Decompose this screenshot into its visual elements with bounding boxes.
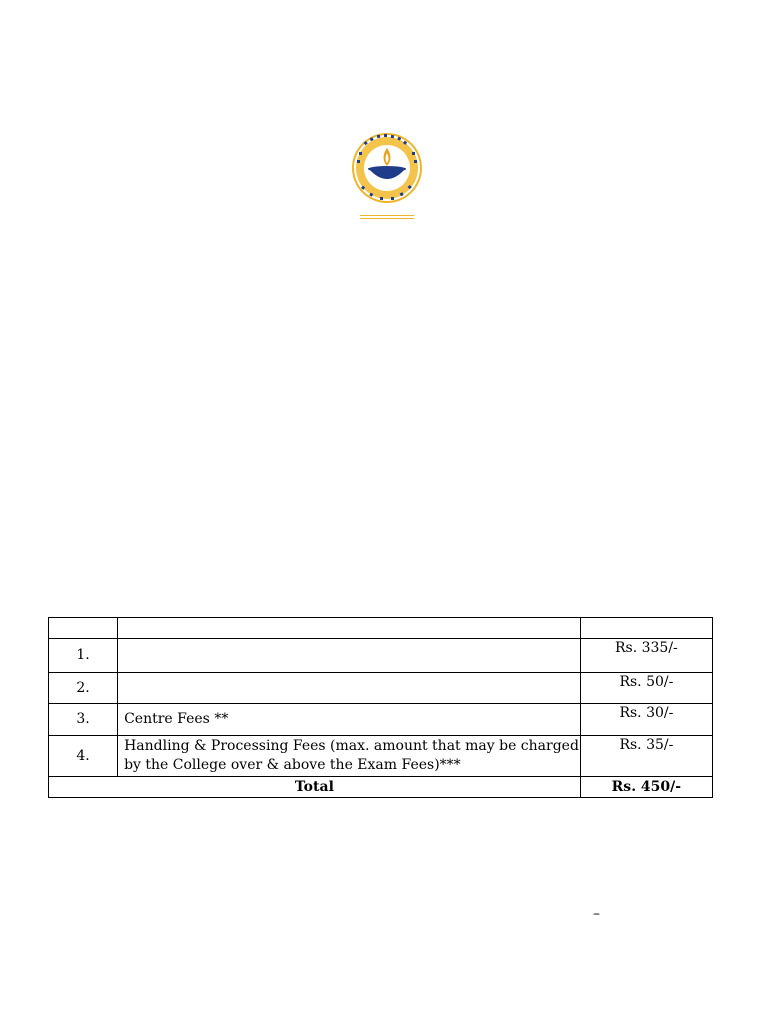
row-description <box>118 639 581 673</box>
table-total-row <box>49 777 713 798</box>
row-sl: 2. <box>49 673 118 704</box>
table-header-row <box>49 618 713 639</box>
row-description: Centre Fees ** <box>118 704 581 736</box>
row-description: Handling & Processing Fees (max. amount that may be charged by the College over & above the Exam Fees)*** <box>118 736 581 777</box>
row-amount: Rs. 30/- <box>580 704 712 736</box>
fee-table <box>48 617 713 798</box>
row-sl: 4. <box>49 736 118 777</box>
table-row <box>49 639 713 673</box>
total-label: Total <box>49 777 581 798</box>
row-amount: Rs. 35/- <box>580 736 712 777</box>
header-cell-description <box>118 618 581 639</box>
row-amount: Rs. 335/- <box>580 639 712 673</box>
header-cell-amount <box>580 618 712 639</box>
row-amount: Rs. 50/- <box>580 673 712 704</box>
row-sl: 3. <box>49 704 118 736</box>
header-cell-sl <box>49 618 118 639</box>
row-sl: 1. <box>49 639 118 673</box>
total-amount: Rs. 450/- <box>580 777 712 798</box>
university-logo <box>350 128 424 224</box>
table-row <box>49 704 713 736</box>
row-description <box>118 673 581 704</box>
footer-mark: – <box>593 906 600 922</box>
table-row <box>49 673 713 704</box>
table-row <box>49 736 713 777</box>
logo-emblem-icon <box>350 128 424 224</box>
